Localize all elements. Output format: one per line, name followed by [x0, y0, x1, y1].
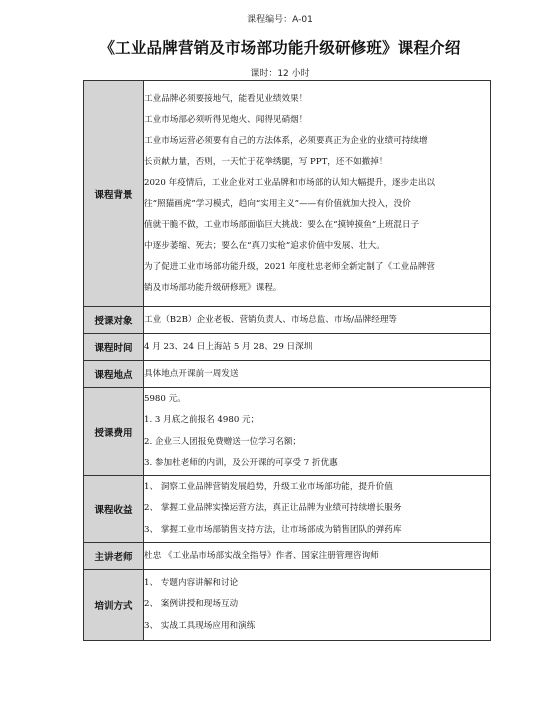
background-line: 为了促进工业市场部功能升级，2021 年度杜忠老师全新定制了《工业品牌营: [144, 261, 436, 272]
table-row-method: [84, 570, 491, 641]
course-info-table: [83, 80, 491, 641]
table-row-teacher: [84, 543, 491, 570]
method-line: 1、 专题内容讲解和讨论: [144, 577, 239, 588]
table-row-time: [84, 334, 491, 361]
time-text: 4 月 23、24 日上海站 5 月 28、29 日深圳: [144, 341, 313, 352]
table-row-benefits: [84, 476, 491, 543]
page-title: 《工业品牌营销及市场部功能升级研修班》课程介绍: [99, 39, 461, 57]
row-label-fee: 授课费用: [84, 388, 144, 476]
location-content: [144, 361, 491, 388]
background-line: 2020 年疫情后，工业企业对工业品牌和市场部的认知大幅提升，逐步走出以: [144, 177, 436, 188]
background-line: 中逐步萎缩、死去；要么在“真刀实枪”追求价值中发展、壮大。: [144, 240, 385, 251]
method-line: 2、 案例讲授和现场互动: [144, 599, 239, 610]
background-line: 值就干脆不做，工业市场部面临巨大挑战：要么在“摸钟摸鱼”上班混日子: [144, 219, 420, 230]
background-line: 往“照猫画虎”学习模式，趋向“实用主义”——有价值就加大投入，没价: [144, 198, 411, 209]
background-line: 工业市场部必须听得见炮火、闻得见硝烟！: [144, 114, 308, 125]
row-label-method: 培训方式: [84, 570, 144, 641]
row-label-benefits: 课程收益: [84, 476, 144, 543]
method-line: 3、 实战工具现场应用和演练: [144, 620, 256, 631]
table-row-background: [84, 81, 491, 307]
course-code: 课程编号：A-01: [247, 15, 313, 25]
course-hours: 课时：12 小时: [250, 69, 310, 79]
table-row-location: [84, 361, 491, 388]
benefit-line: 2、 掌握工业品牌实操运营方法，真正让品牌为业绩可持续增长服务: [144, 503, 402, 514]
method-content: [144, 570, 491, 641]
background-line: 工业品牌必须要接地气，能看见业绩效果！: [144, 93, 308, 104]
fee-line: 3. 参加杜老师的内训，及公开课的可享受 7 折优惠: [144, 458, 338, 468]
teacher-content: [144, 543, 491, 570]
row-label-background: 课程背景: [84, 81, 144, 307]
row-label-audience: 授课对象: [84, 307, 144, 334]
benefits-content: [144, 476, 491, 543]
background-line: 销及市场部功能升级研修班》课程。: [144, 282, 282, 293]
teacher-text: 杜忠 《工业品市场部实战全指导》作者、国家注册管理咨询师: [144, 550, 379, 561]
benefit-line: 1、 洞察工业品牌营销发展趋势，升级工业市场部功能，提升价值: [144, 481, 393, 492]
fee-content: [144, 388, 491, 476]
background-line: 长贡献力量，否则，一天忙于花拳绣腿，写 PPT，还不如撤掉！: [144, 156, 388, 167]
row-label-location: 课程地点: [84, 361, 144, 388]
fee-line: 5980 元。: [144, 393, 186, 404]
background-line: 工业市场运营必须要有自己的方法体系，必须要真正为企业的业绩可持续增: [144, 135, 428, 146]
fee-line: 1. 3 月底之前报名 4980 元；: [144, 415, 260, 425]
row-label-teacher: 主讲老师: [84, 543, 144, 570]
location-text: 具体地点开课前一周发送: [144, 368, 239, 379]
audience-text: 工业（B2B）企业老板、营销负责人、市场总监、市场/品牌经理等: [144, 314, 398, 325]
table-row-fee: [84, 388, 491, 476]
fee-line: 2. 企业三人团报免费赠送一位学习名额；: [144, 436, 302, 447]
time-content: [144, 334, 491, 361]
audience-content: [144, 307, 491, 334]
row-label-time: 课程时间: [84, 334, 144, 361]
benefit-line: 3、 掌握工业市场部销售支持方法，让市场部成为销售团队的弹药库: [144, 524, 402, 535]
background-content: [144, 81, 491, 307]
table-row-audience: [84, 307, 491, 334]
